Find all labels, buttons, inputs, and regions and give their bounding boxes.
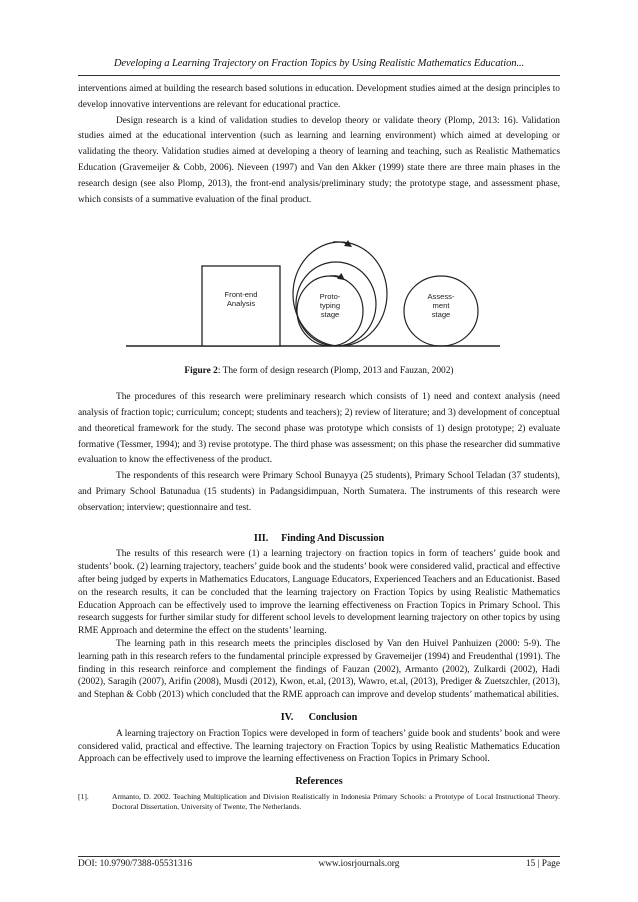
reference-item: [78, 792, 560, 813]
design-research-diagram: [78, 210, 560, 360]
conclusion-heading: [78, 710, 560, 726]
conclusion-title: Conclusion: [308, 711, 358, 723]
figure-caption-text: : The form of design research (Plomp, 2013 and Fauzan, 2002): [217, 366, 454, 377]
page-footer: [78, 859, 560, 869]
footer-site: www.iosrjournals.org: [318, 859, 400, 869]
design-research-figure: [78, 210, 560, 360]
assessment-label: Assess- ment stage: [427, 292, 455, 320]
findings-title: Finding And Discussion: [281, 532, 385, 544]
conclusion-paragraph: A learning trajectory on Fraction Topics were developed in form of teachers’ guide book and students’ book and were considered valid, practical and effective. The learning trajectory on Fraction Topics by using Realistic Mathematics Education Approach can be effectively used to improve the learning effectiveness on Fraction Topics in Primary School.: [78, 728, 560, 765]
front-end-label: Front-end Analysis: [224, 290, 258, 309]
prototyping-label: Proto- typing stage: [319, 292, 341, 320]
intro-paragraph-1: interventions aimed at building the research based solutions in education. Development studies aimed at the design principles to develop innovative interventions are relevant for educational practice.: [78, 84, 560, 110]
running-header: Developing a Learning Trajectory on Fraction Topics by Using Realistic Mathematics Education...: [113, 58, 525, 69]
figure-caption-label: Figure 2: [184, 366, 218, 377]
header-rule: [78, 75, 560, 76]
references-heading: References: [295, 776, 343, 788]
procedure-paragraph-2: The respondents of this research were Primary School Bunayya (25 students), Primary School Teladan (37 students), and Primary School Batunadua (15 students) in Padangsidimpuan, North Sumatera. The instruments of this research were observation; interview; questionnaire and test.: [78, 471, 560, 513]
footer-doi: DOI: 10.9790/7388-05531316: [78, 859, 193, 869]
footer-page: 15 | Page: [525, 859, 560, 869]
findings-heading: [78, 531, 560, 547]
procedure-paragraph-1: The procedures of this research were preliminary research which consists of 1) need and context analysis (need analysis of fraction topic; curriculum; concept; students and teachers); 2) review of literature; and 3) development of conceptual and theoretical framework for the study. The second phase was prototype which consists of 1) design prototype; 2) evaluate formative (Tessmer, 1994); and 3) revise prototype. The third phase was assessment; on this phase the researcher did summative evaluation to know the effectiveness of the product.: [78, 392, 560, 466]
findings-paragraph-2: The learning path in this research meets the principles disclosed by Van den Huivel Panhuizen (2000: 5-9). The learning path in this research refers to the fundamental principle expressed by Gravemeijer (1994) and Freudenthal (1991). The finding in this research reinforce and complement the findings of Fauzan (2002), Armanto (2002), Zulkardi (2002), Hadi (2002), Saragih (2007), Arifin (2008), Musdi (2012), Kwon, et.al, (2013), Wawro, et.al, (2013), Prediger & Zuetszchler, (2013), and Stephan & Cobb (2013) which concluded that the RME approach can improve and develop students’ mathematical abilities.: [78, 638, 560, 701]
findings-paragraph-1: The results of this research were (1) a learning trajectory on fraction topics in form of teachers’ guide book and students’ book. (2) learning trajectory, teachers’ guide book and the students’ book were considered valid, practical and effective after being judged by experts in Mathematics Educators, Language Educators, Experienced Teachers and an Educationist. Based on the research results, it can be concluded that the learning trajectory on Fraction Topics by using Realistic Mathematics Education Approach can be effectively used to improve the learning effectiveness on Fraction Topics in Primary School. This research suggests for further similar study for different school levels to development learning trajectory on other topics by using RME Approach and determine the effect on the students’ learning.: [78, 549, 560, 637]
figure-caption: [78, 364, 560, 380]
reference-text: Armanto, D. 2002. Teaching Multiplication and Division Realistically in Indonesia Primary Schools: a Prototype of Local Instructional Theory. Doctoral Dissertation, University of Twente, The Netherlands.: [112, 791, 560, 812]
reference-number: [1].: [78, 791, 89, 801]
footer-rule: [78, 856, 560, 857]
page-body: [78, 82, 560, 813]
intro-paragraph-2: Design research is a kind of validation studies to develop theory or validate theory (Plomp, 2013: 16). Validation studies aimed at the educational intervention (such as learning and learning environment) which aimed at developing or validating the theory. Validation studies aimed at developing a theory of learning and teaching, such as Realistic Mathematics Education (Gravemeijer & Cobb, 2006). Nieveen (1997) and Van den Akker (1999) state there are three main phases in the research design (see also Plomp, 2013), the front-end analysis/preliminary study; the prototype stage, and assessment phase, which consists of a summative evaluation of the final product.: [78, 115, 560, 205]
conclusion-number: IV.: [280, 711, 294, 723]
findings-number: III.: [253, 532, 269, 544]
